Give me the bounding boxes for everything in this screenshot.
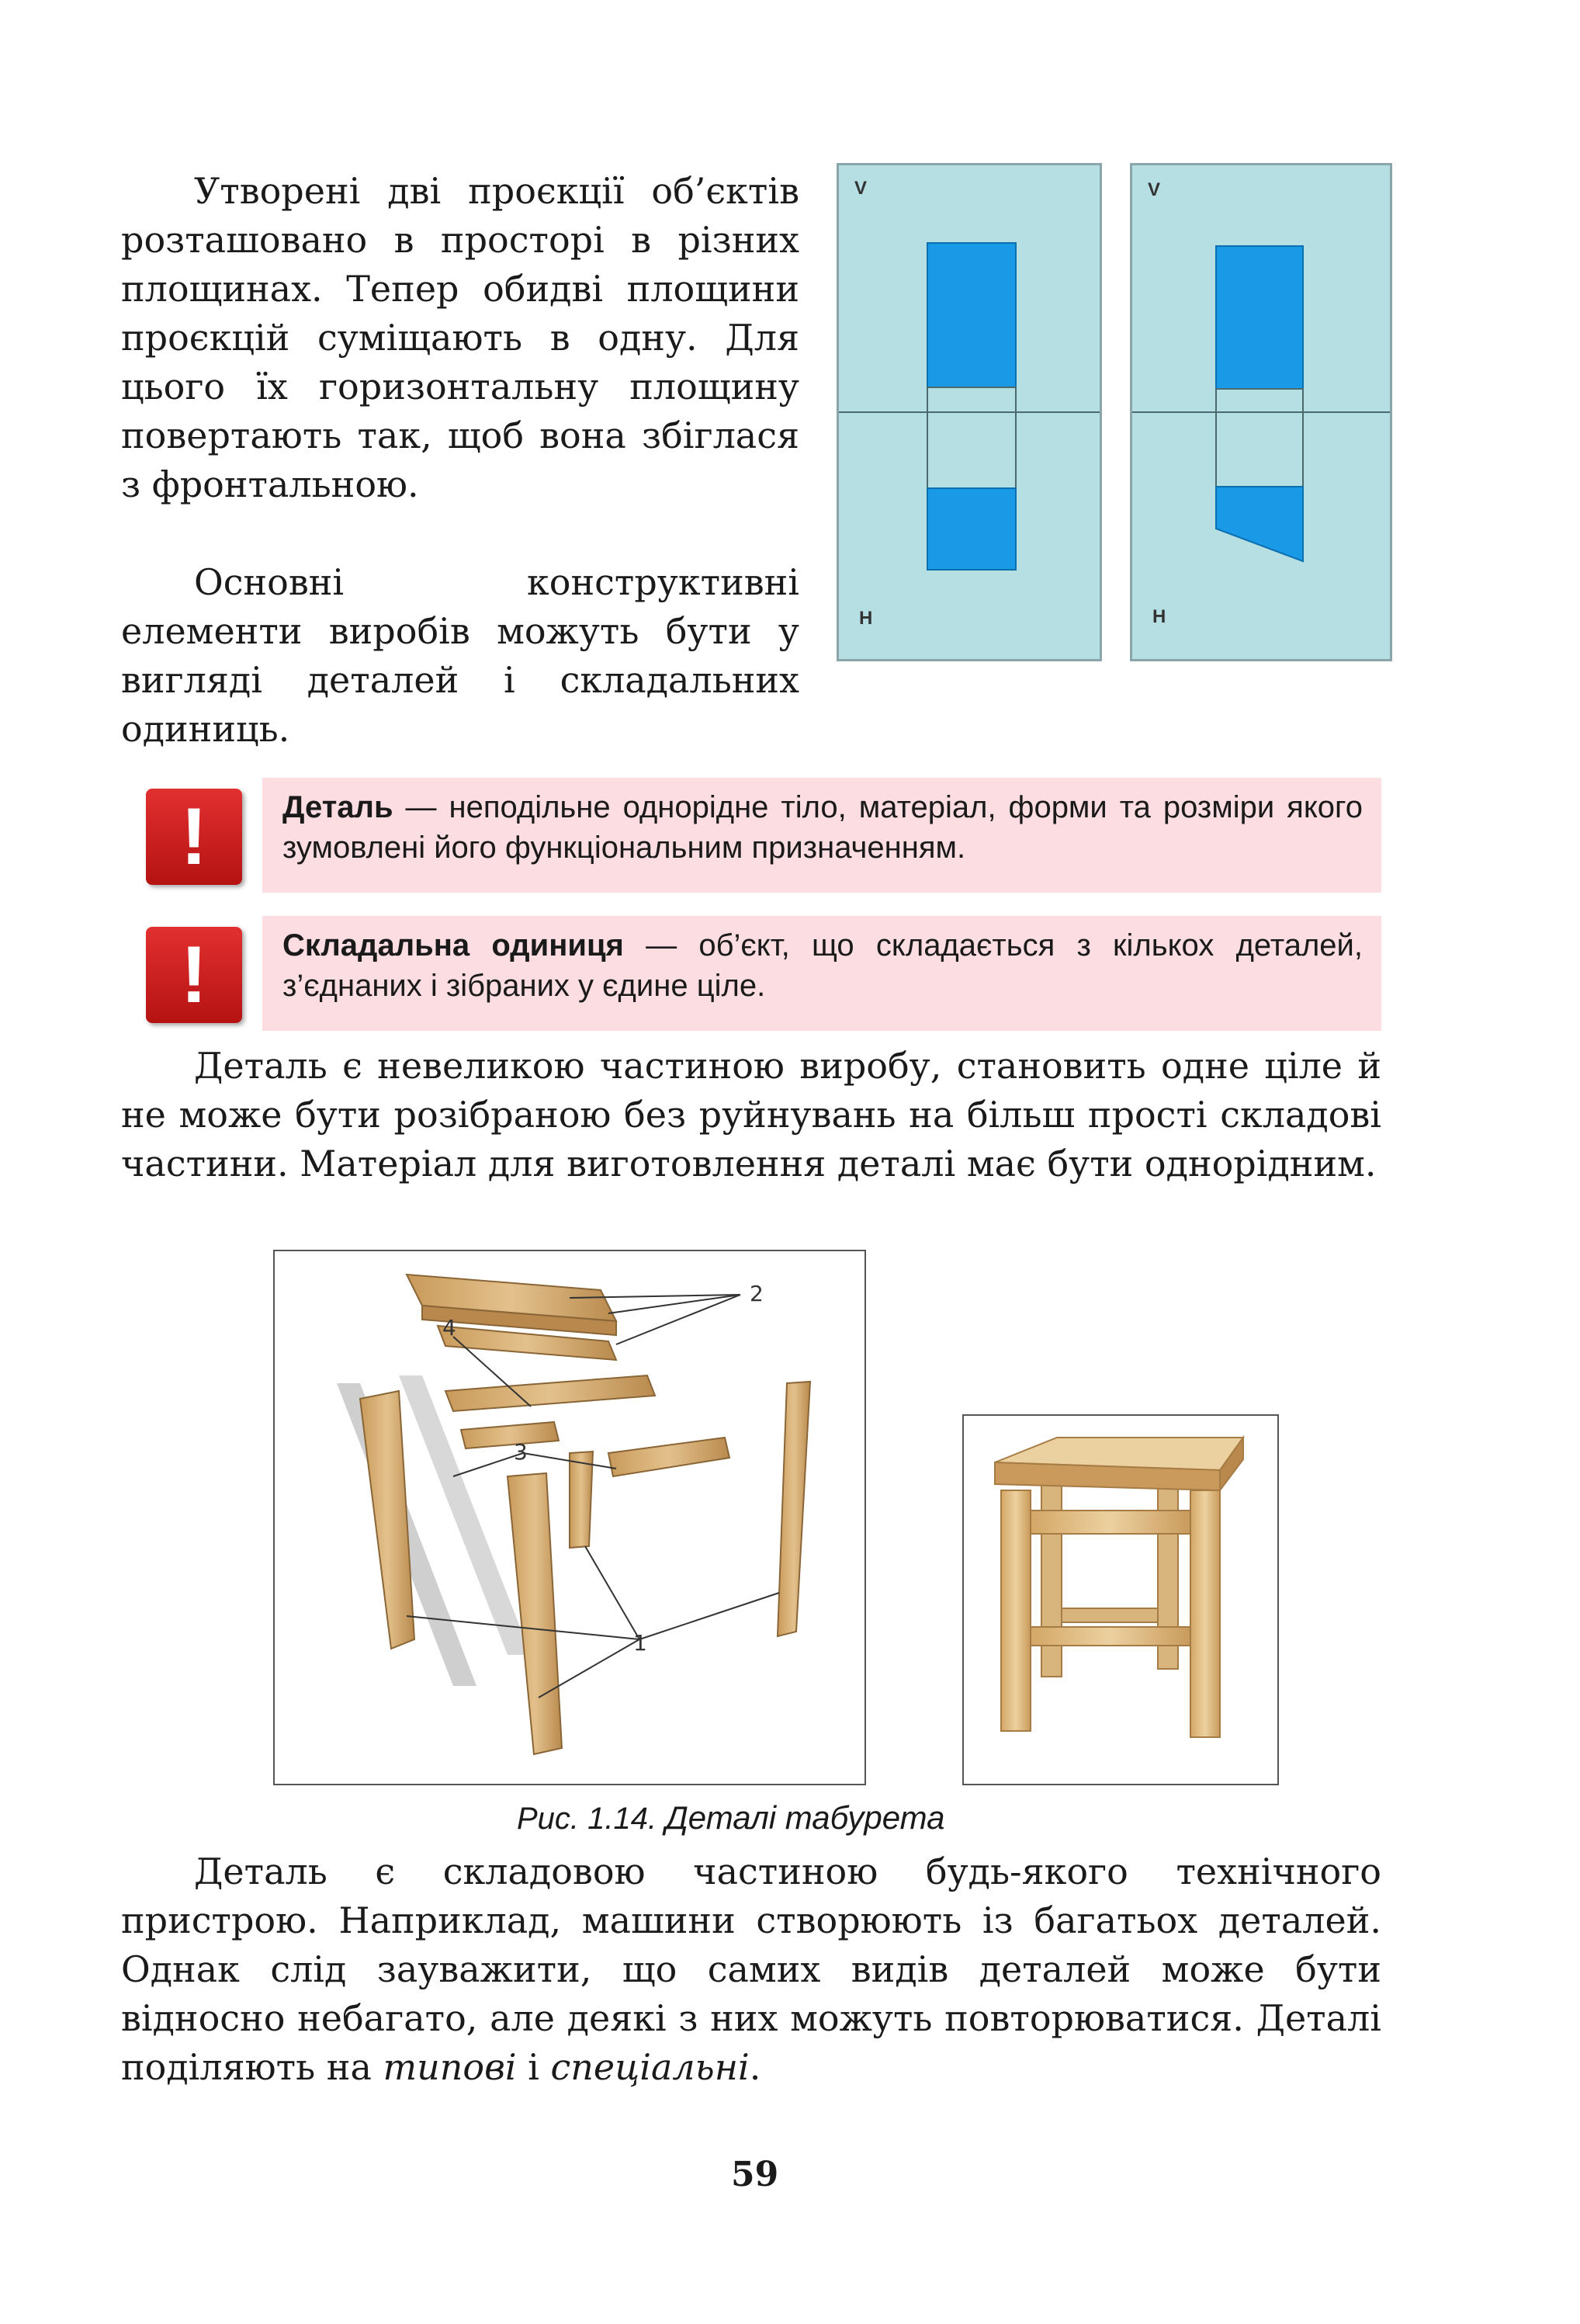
definition-assembly-unit xyxy=(262,916,1381,1031)
exclamation-warning-icon: ! xyxy=(146,789,242,885)
callout-1: 1 xyxy=(633,1630,647,1656)
exploded-stool-illustration xyxy=(273,1250,866,1785)
plane-label-v: V xyxy=(854,178,868,199)
definition-term: Деталь xyxy=(282,790,393,824)
callout-4: 4 xyxy=(442,1315,456,1341)
paragraph-detail-description: Деталь є невеликою частиною виробу, становить одне ціле й не може бути розібраною без руйнувань на більш прості складові частини. Матеріал для виготовлення деталі має бути однорідним. xyxy=(121,1045,1381,1185)
figure-caption-title: Деталі табурета xyxy=(665,1799,945,1836)
projection-diagram-right xyxy=(1130,163,1392,661)
assembled-stool-photo xyxy=(962,1414,1279,1785)
emphasis-typical: типові xyxy=(383,2046,517,2088)
callout-3: 3 xyxy=(514,1439,528,1465)
paragraph-projections: Утворені дві проєкції об’єктів розташовано в просторі в різних площинах. Тепер обидві площини проєкцій суміщають в одну. Для цього їх горизонтальну площину повертають так, щоб вона збіглася з фронтальною. xyxy=(121,170,799,505)
projection-diagram-left xyxy=(837,163,1102,661)
definition-detail xyxy=(262,778,1381,893)
plane-label-h: H xyxy=(1152,606,1166,627)
page-number: 59 xyxy=(731,2155,779,2194)
plane-label-v: V xyxy=(1148,179,1161,200)
paragraph-structural-elements: Основні конструктивні елементи виробів можуть бути у вигляді деталей і складальних одиниць. xyxy=(121,561,799,750)
definition-text: — неподільне однорідне тіло, матеріал, форми та розміри якого зумовлені його функціональним призначенням. xyxy=(282,790,1363,865)
emphasis-special: спеціальні xyxy=(550,2046,750,2088)
plane-label-h: H xyxy=(859,608,873,629)
definition-text: — об’єкт, що складається з кількох деталей, з’єднаних і зібраних у єдине ціле. xyxy=(282,928,1363,1003)
definition-term: Складальна одиниця xyxy=(282,928,624,963)
callout-2: 2 xyxy=(750,1281,764,1306)
figure-caption: Рис. 1.14. Деталі табурета xyxy=(517,1799,945,1836)
paragraph-detail-types: Деталь є складовою частиною будь-якого технічного пристрою. Наприклад, машини створюють із багатьох деталей. Однак слід зауважити, що самих видів деталей може бути відносно небагато, але деякі з них можуть повторюватися. Деталі поділяють на типові і спеціальні. xyxy=(121,1851,1381,2088)
exclamation-warning-icon: ! xyxy=(146,927,242,1023)
